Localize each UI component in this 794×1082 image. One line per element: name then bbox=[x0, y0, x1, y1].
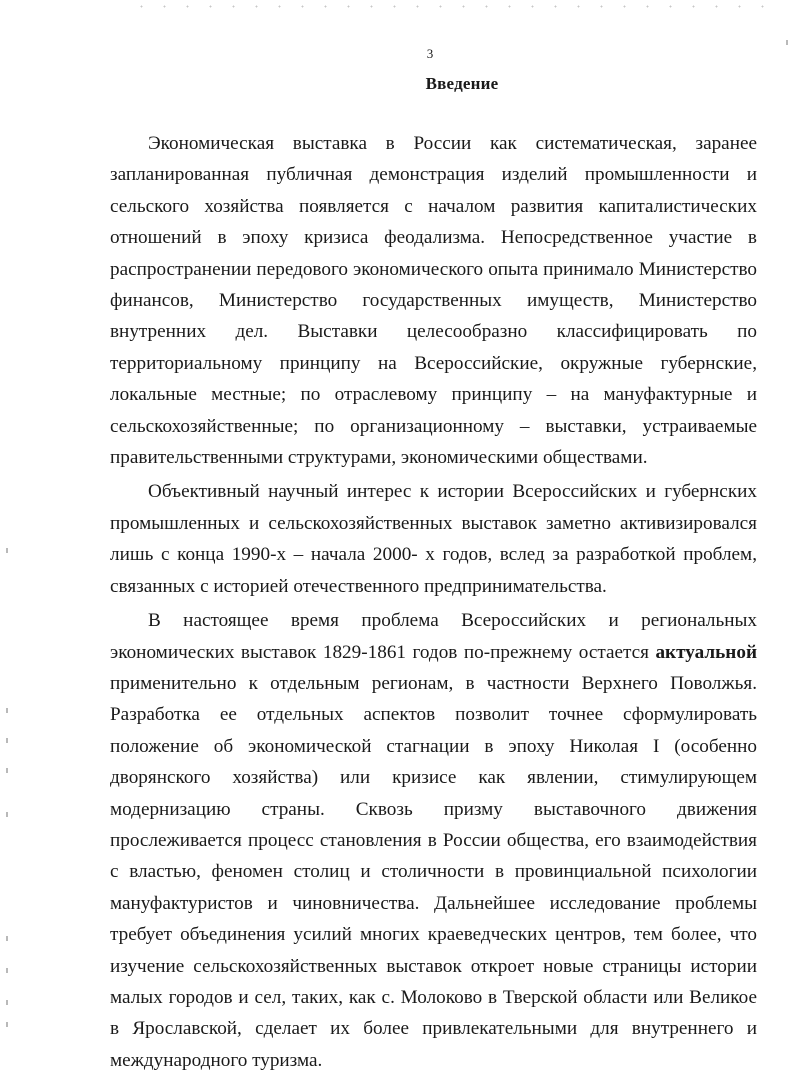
body-text bbox=[110, 128, 757, 1076]
scan-artifact-mark bbox=[6, 1000, 8, 1005]
scan-artifact-mark bbox=[786, 40, 788, 45]
paragraph-3 bbox=[110, 605, 757, 1076]
scan-artifact-mark bbox=[6, 936, 8, 941]
paragraph-2 bbox=[110, 476, 757, 602]
scan-artifact-mark bbox=[6, 548, 8, 553]
scan-artifact-mark bbox=[6, 768, 8, 773]
bold-term-actual: актуальной bbox=[655, 641, 757, 663]
scan-artifact-mark bbox=[6, 968, 8, 973]
scan-artifact-mark bbox=[6, 1022, 8, 1027]
scan-artifact-mark bbox=[6, 812, 8, 817]
paragraph-1 bbox=[110, 128, 757, 473]
scan-artifact-top bbox=[130, 4, 770, 10]
paragraph-3-text-end: применительно к отдельным регионам, в частности Верхнего Поволжья. Разработка ее отдельных аспектов позволит точнее сформулировать положение об экономической стагнации в эпоху Николая I (особенно дворянского хозяйства) или кризисе как явлении, стимулирующем модернизацию страны. Сквозь призму выставочного движения прослеживается процесс становления в России общества, его взаимодействия с властью, феномен столиц и столичности в провинциальной психологии мануфактуристов и чиновничества. Дальнейшее исследование проблемы требует объединения усилий многих краеведческих центров, тем более, что изучение сельскохозяйственных выставок откроет новые страницы истории малых городов и сел, таких, как с. Молоково в Тверской области или Великое в Ярославской, сделает их более привлекательными для внутреннего и международного туризма. bbox=[110, 672, 757, 1071]
scan-artifact-mark bbox=[6, 708, 8, 713]
paragraph-2-text: Объективный научный интерес к истории Всероссийских и губернских промышленных и сельскохозяйственных выставок заметно активизировался лишь с конца 1990-х – начала 2000- х годов, вслед за разработкой проблем, связанных с историей отечественного предпринимательства. bbox=[110, 481, 757, 597]
page-number: 3 bbox=[426, 46, 434, 61]
paragraph-1-text: Экономическая выставка в России как систематическая, заранее запланированная публичная демонстрация изделий промышленности и сельского хозяйства появляется с началом развития капиталистических отношений в эпоху кризиса феодализма. Непосредственное участие в распространении передового экономического опыта принимало Министерство финансов, Министерство государственных имуществ, Министерство внутренних дел. Выставки целесообразно классифицировать по территориальному принципу на Всероссийские, окружные губернские, локальные местные; по отраслевому принципу – на мануфактурные и сельскохозяйственные; по организационному – выставки, устраиваемые правительственными структурами, экономическими обществами. bbox=[110, 133, 757, 469]
scan-artifact-mark bbox=[6, 738, 8, 743]
section-heading: Введение bbox=[425, 74, 499, 93]
paragraph-3-text-start: В настоящее время проблема Всероссийских и региональных экономических выставок 1829-1861 годов по-прежнему остается bbox=[110, 610, 757, 663]
